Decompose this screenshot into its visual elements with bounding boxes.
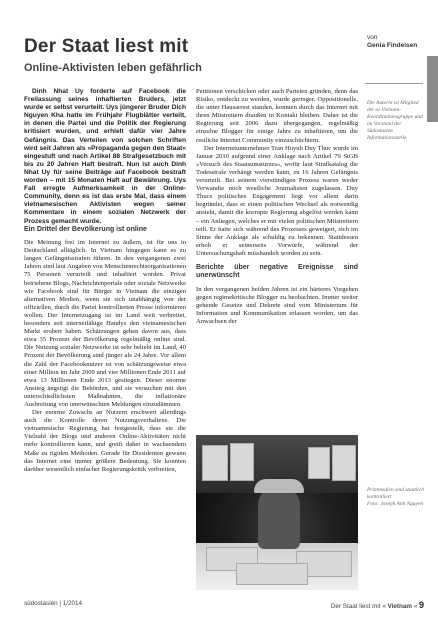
footer-left: südostasien | 1/2014 — [24, 600, 83, 607]
photo-newspaper-stack — [230, 443, 254, 481]
newsstand-photo — [196, 435, 358, 590]
photo-caption-block — [367, 487, 425, 508]
photo-newspaper-stack — [202, 445, 228, 481]
issue-number: 1/2014 — [62, 600, 83, 607]
author-block — [367, 34, 429, 50]
author-note: Die Autorin ist Mitglied der ai-Vietnam-Koordinationsgruppe und im Vorstand der Südostasien Informationsstelle. — [367, 100, 423, 141]
section-heading-1: Ein Drittel der Bevölkerung ist online — [24, 225, 147, 233]
author-name: Genia Findeisen — [367, 42, 418, 49]
sidebar-divider — [365, 83, 423, 84]
magazine-name: südostasien — [24, 600, 58, 607]
running-title: Der Staat liest mit — [330, 603, 381, 610]
body-paragraph: Der enorme Zuwachs an Nutzern erschwert allerdings auch die Kontrolle deren Nutzungsverhaltens. Die vietnamesische Regierung hat festgestellt, dass sie die Vielzahl der Blogs und anderen Online-Aktivitäten nicht mehr kontrollieren kann, und greift daher in wachsendem Maße zu rigiden Methoden. Gerade für Dissidenten gewann das Internet eine immer größere Bedeutung. Sie konnten darüber wesentlich einfacher Regierungskritik verbreiten, — [24, 409, 186, 473]
section-heading-2: Berichte über negative Ereignisse sind unerwünscht — [196, 263, 358, 280]
photo-newspaper-stack — [332, 445, 356, 481]
section-tab-marker — [427, 56, 438, 122]
body-paragraph: In den vergangenen beiden Jahren ist ein härteres Vorgehen gegen regimekritische Blogger zu beobachten. Immer weiter gehende Gesetze und Dekrete sind vom Ministerium für Information und Kommunikation erlassen worden, um das Anwachsen der — [196, 285, 358, 326]
page-footer — [24, 600, 424, 610]
footer-right: Der Staat liest mit « Vietnam « 9 — [330, 600, 424, 610]
article-title: Der Staat liest mit — [24, 36, 189, 57]
photo-credit: Foto: Joseph Anh Nguyen — [367, 501, 424, 507]
photo-vendor — [258, 487, 300, 549]
photo-vendor-hat — [254, 479, 304, 493]
photo-caption: Printmedien sind staatlich kontrolliert — [367, 487, 424, 500]
body-paragraph: Petitionen verschicken oder auch Parteien gründen, denn das Risiko, entdeckt zu werden, wurde geringer. Oppositionelle, die unter Hausarrest standen, konnten durch das Internet mit ihren Mitstreitern draußen in Kontakt bleiben. Daher ist die Regierung seit 2006 dazu übergegangen, regelmäßig einzelne Blogger für einige Jahre zu inhaftieren, um die restliche Internet Community einzuschüchtern. — [196, 88, 358, 144]
article-subtitle: Online-Aktivisten leben gefährlich — [24, 62, 202, 74]
author-prefix: von — [367, 34, 378, 41]
column-right — [196, 88, 358, 326]
photo-newspaper-pile — [236, 563, 308, 585]
photo-newspaper-stack — [308, 447, 330, 479]
column-left — [24, 88, 186, 474]
body-paragraph: Die Meinung frei im Internet zu äußern, ist für uns in Deutschland alltäglich. In Vietnam hingegen kann es zu langen Gefängnisstrafen führen. In den vergangenen zwei Jahren sind laut Angaben von Menschenrechtsorganisationen 75 Personen verurteilt und inhaftiert worden. Privat betriebene Blogs, Nachrichtenportale oder soziale Netzwerke wie Facebook sind für Bürger in Vietnam die einzigen alternativen Medien, wenn sie sich unabhängig von der offiziellen, durch die Partei kontrollierten Presse informieren wollen. Der Internetzugang ist im Land weit verbreitet, besonders seit internetfähige Handys den vietnamesischen Markt erobert haben. Schätzungen gehen davon aus, dass etwa 35 Prozent der Bevölkerung regelmäßig online sind. Die Nutzung sozialer Netzwerke ist sehr beliebt im Land, 40 Prozent der Bevölkerung sind jünger als 24 Jahre. Vor allem die Zahl der Facebooknutzer ist von schätzungsweise etwa einer Million im Jahr 2009 und vier Millionen Ende 2011 auf etwa 13 Millionen Ende 2013 gestiegen. Dieser enorme Anstieg ängstigt die Behörden, und sie versuchen mit den unterschiedlichsten Maßnahmen, die inflationäre Ausbreitung von unerwünschten Meldungen einzudämmen. — [24, 239, 186, 408]
lead-paragraph: Dinh Nhat Uy forderte auf Facebook die Freilassung seines inhaftierten Bruders, jetzt wurde er selbst verurteilt. Uys jüngerer Bruder Dich Nguyen Kha hatte im Frühjahr Flugblätter verteilt, in denen die Partei und die Politik der Regierung kritisiert wurden, und erhielt dafür vier Jahre Gefängnis. Das Verteilen von solchen Schriften wird seit Jahren als »Propaganda gegen den Staat« eingestuft und nach Artikel 88 Strafgesetzbuch mit bis zu 20 Jahren Haft bestraft. Nun ist auch Dinh Nhat Uy für seine Beiträge auf Facebook bestraft worden – mit 15 Monaten Haft auf Bewährung. Uys Fall erregte Aufmerksamkeit in der Online-Community, denn es ist das erste Mal, dass einem vietnamesischen Aktivisten wegen seiner Kommentare in einem sozialen Netzwerk der Prozess gemacht wurde. — [24, 88, 186, 225]
section-name: Vietnam — [387, 603, 412, 610]
page-number: 9 — [418, 600, 424, 610]
body-paragraph: Der Internetunternehmer Tran Huynh Duy Thuc wurde im Januar 2010 aufgrund einer Anklage nach Artikel 79 StGB »Versuch des Staatsumsturzes«, wofür laut Strafkatalog die Todesstrafe verhängt werden kann, zu 16 Jahren Gefängnis verurteilt. Bei seinem vierstündigen Prozess waren weder Verwandte noch westliche Journalisten zugelassen. Duy Thucs politisches Engagement liegt vor allem darin begründet, dass er einen politischen Wechsel als notwendig ansieht, damit die korrupte Regierung abgelöst werden kann – ein Anliegen, welches er mit vielen politischen Mitstreitern teilt. Er hatte sich während des Prozesses geweigert, sich im Sinne der Anklage als schuldig zu bekennen. Stattdessen erhob er seinerseits Vorwürfe, während der Untersuchungshaft misshandelt worden zu sein. — [196, 144, 358, 257]
